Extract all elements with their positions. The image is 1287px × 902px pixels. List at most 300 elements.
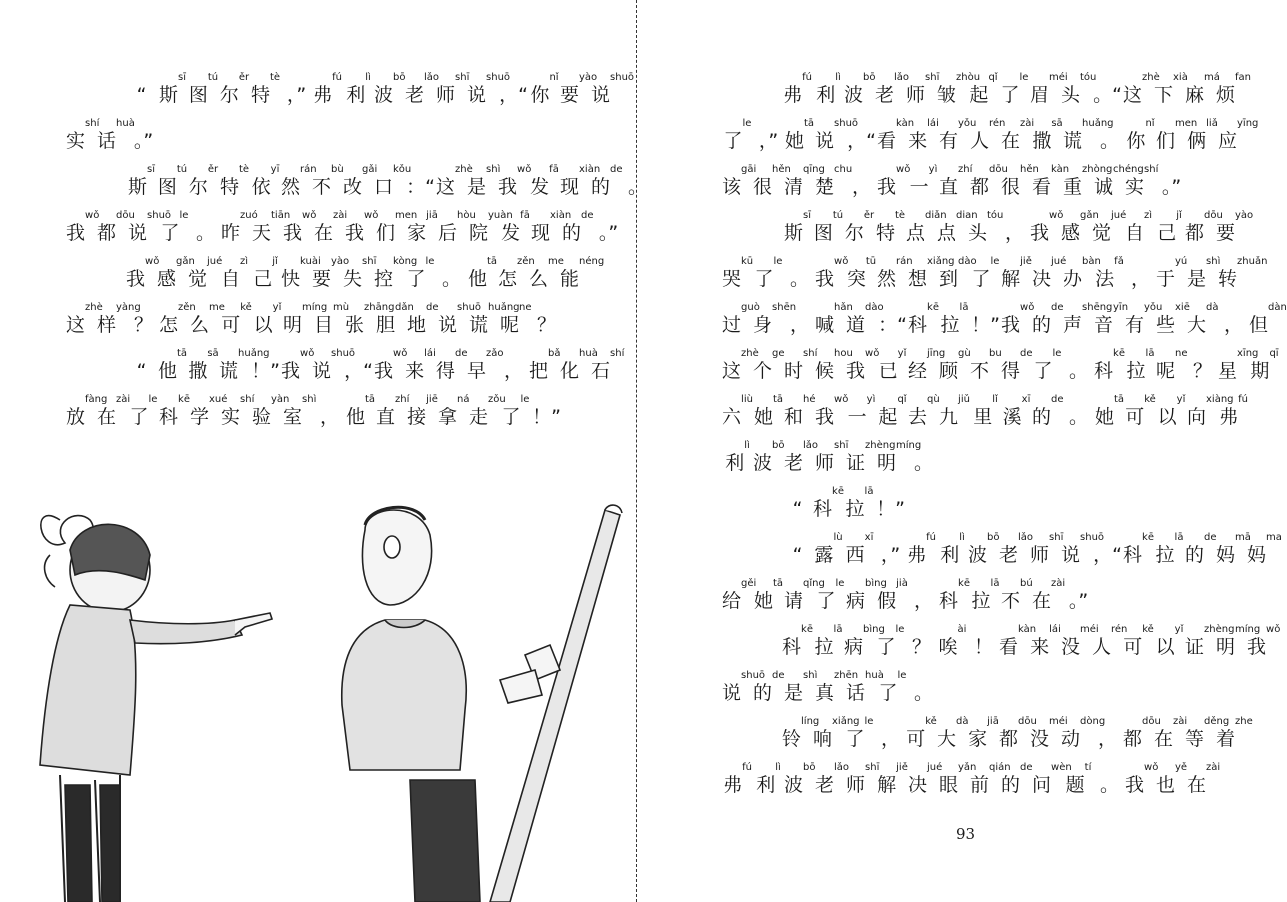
hanzi: 利 (816, 84, 836, 106)
hanzi-with-pinyin (343, 256, 377, 291)
hanzi-with-pinyin (970, 256, 1001, 291)
hanzi-with-pinyin (753, 394, 784, 429)
hanzi-with-pinyin (1185, 716, 1230, 751)
hanzi-with-pinyin (1092, 210, 1127, 245)
hanzi-with-pinyin (467, 348, 504, 383)
pinyin: le (835, 578, 845, 589)
pinyin: mā (1235, 532, 1251, 543)
hanzi-with-pinyin (97, 210, 135, 245)
pinyin: fú (1238, 394, 1248, 405)
hanzi: 斯 (127, 176, 147, 198)
hanzi-with-pinyin (877, 394, 908, 429)
hanzi-with-pinyin (970, 164, 1008, 199)
pinyin: zhèng (865, 440, 896, 451)
hanzi-with-pinyin (126, 256, 160, 291)
hanzi-with-pinyin (343, 359, 374, 383)
hanzi: 不 (970, 360, 990, 382)
hanzi: 说 (722, 682, 742, 704)
hanzi-with-pinyin (813, 72, 844, 107)
hanzi-with-pinyin (908, 394, 939, 429)
hanzi-with-pinyin (813, 486, 844, 521)
hanzi: 要 (1216, 222, 1236, 244)
hanzi-with-pinyin (784, 164, 825, 199)
hanzi: ：“ (878, 314, 907, 336)
hanzi-with-pinyin (529, 256, 564, 291)
hanzi-with-pinyin (937, 532, 968, 567)
hanzi: 铃 (782, 728, 802, 750)
hanzi: 呢 (500, 314, 520, 336)
hanzi-with-pinyin (782, 72, 813, 107)
hanzi-with-pinyin (1216, 532, 1251, 567)
text-line (722, 302, 1287, 337)
hanzi: 都 (999, 728, 1019, 750)
hanzi-with-pinyin (531, 405, 562, 429)
hanzi: 拉 (1126, 360, 1146, 382)
hanzi: 老 (405, 84, 425, 106)
hanzi-with-pinyin (1218, 313, 1249, 337)
hanzi-with-pinyin (1030, 210, 1064, 245)
hanzi: 题 (1065, 774, 1085, 796)
hanzi-with-pinyin (436, 164, 473, 199)
hanzi: ？ (911, 636, 931, 658)
pinyin: jiā (426, 210, 438, 221)
hanzi: ， (851, 176, 871, 198)
pinyin: shì (1206, 256, 1221, 267)
hanzi-with-pinyin (846, 762, 880, 797)
hanzi: 妈 (1216, 544, 1236, 566)
hanzi: 他 (467, 268, 487, 290)
hanzi-with-pinyin (219, 348, 270, 383)
hanzi-with-pinyin (784, 348, 818, 383)
hanzi-with-pinyin (1001, 762, 1032, 797)
hanzi-with-pinyin (560, 164, 601, 199)
pinyin: zhè (85, 302, 103, 313)
hanzi: 说 (438, 314, 458, 336)
pinyin: wǒ (1020, 302, 1035, 313)
pinyin: tú (176, 164, 188, 175)
pinyin: jiā (987, 716, 999, 727)
hanzi-with-pinyin (1123, 716, 1161, 751)
pinyin: gǎn (176, 256, 195, 267)
hanzi: 起 (878, 406, 898, 428)
hanzi-with-pinyin (1125, 348, 1156, 383)
hanzi: 放 (66, 406, 86, 428)
pinyin: qīng (803, 164, 825, 175)
hanzi: 法 (1095, 268, 1115, 290)
hanzi: 科 (939, 590, 959, 612)
hanzi-with-pinyin (314, 210, 348, 245)
hanzi-with-pinyin (1156, 118, 1198, 153)
hanzi-with-pinyin (875, 727, 906, 751)
hanzi: ，” (880, 544, 901, 566)
pinyin: ne (519, 302, 532, 313)
hanzi: 特 (875, 222, 895, 244)
hanzi-with-pinyin (1063, 118, 1114, 153)
hanzi: 波 (753, 452, 773, 474)
hanzi-with-pinyin (1218, 256, 1268, 291)
pinyin: tè (894, 210, 906, 221)
hanzi: 拉 (1155, 544, 1175, 566)
hanzi: 特 (219, 176, 239, 198)
hanzi-with-pinyin (126, 359, 157, 383)
hanzi: 以 (253, 314, 273, 336)
pinyin: liù (741, 394, 753, 405)
hanzi-with-pinyin (1125, 164, 1159, 199)
hanzi-with-pinyin (906, 210, 947, 245)
hanzi: ，“ (847, 130, 876, 152)
pinyin: xiàn (579, 164, 601, 175)
hanzi-with-pinyin (312, 164, 343, 199)
pinyin: wǒ (1049, 210, 1064, 221)
pinyin: kě (1144, 394, 1156, 405)
pinyin: bō (772, 440, 785, 451)
hanzi-with-pinyin (784, 670, 818, 705)
pinyin: gù (958, 348, 971, 359)
hanzi: 谎 (219, 360, 239, 382)
pinyin: kě (1142, 624, 1154, 635)
hanzi: 明 (877, 452, 897, 474)
hanzi-with-pinyin (1094, 302, 1129, 337)
illustration-children-arguing (20, 495, 630, 902)
hanzi: 科 (1094, 360, 1114, 382)
pinyin: fàng (85, 394, 108, 405)
hanzi-with-pinyin (1216, 72, 1252, 107)
hanzi-with-pinyin (1030, 532, 1064, 567)
hanzi: 她 (753, 590, 773, 612)
pinyin: le (990, 256, 1000, 267)
pinyin: shī (834, 440, 849, 451)
hanzi-with-pinyin (813, 210, 844, 245)
hanzi-with-pinyin (190, 394, 228, 429)
hanzi-with-pinyin (939, 762, 977, 797)
text-line (722, 164, 1187, 199)
pinyin: lǎo (1018, 532, 1034, 543)
pinyin: míng (302, 302, 328, 313)
hanzi: 重 (1063, 176, 1083, 198)
hanzi: ：“ (406, 176, 435, 198)
hanzi: 他 (345, 406, 365, 428)
pinyin: kē (927, 302, 939, 313)
hanzi: 觉 (188, 268, 208, 290)
pinyin: lā (833, 624, 843, 635)
hanzi: 皱 (937, 84, 957, 106)
pinyin: lǎo (894, 72, 910, 83)
hanzi: 都 (1185, 222, 1205, 244)
pinyin: lù (833, 532, 843, 543)
hanzi-with-pinyin (906, 532, 937, 567)
pinyin: kě (240, 302, 252, 313)
hanzi-with-pinyin (157, 256, 195, 291)
hanzi-with-pinyin (157, 348, 188, 383)
hanzi: 说 (312, 360, 332, 382)
hanzi-with-pinyin (1032, 164, 1070, 199)
hanzi-with-pinyin (999, 72, 1030, 107)
hanzi-with-pinyin (908, 762, 943, 797)
hanzi-with-pinyin (784, 394, 815, 429)
hanzi-with-pinyin (784, 313, 815, 337)
hanzi-with-pinyin (1185, 532, 1216, 567)
pinyin: jīng (927, 348, 946, 359)
hanzi: 尔 (188, 176, 208, 198)
pinyin: zhè (455, 164, 473, 175)
hanzi-with-pinyin (999, 532, 1034, 567)
hanzi-with-pinyin (436, 267, 467, 291)
hanzi-with-pinyin (1001, 302, 1035, 337)
hanzi: 在 (1187, 774, 1207, 796)
hanzi-with-pinyin (66, 118, 100, 153)
hanzi: 时 (784, 360, 804, 382)
hanzi-with-pinyin (753, 578, 784, 613)
hanzi-with-pinyin (970, 394, 1001, 429)
pinyin: jiě (896, 762, 908, 773)
hanzi-with-pinyin (1061, 716, 1106, 751)
pinyin: dian (956, 210, 978, 221)
hanzi: 明 (1216, 636, 1236, 658)
hanzi-with-pinyin (469, 394, 506, 429)
pinyin: zì (1143, 210, 1153, 221)
pinyin: wǒ (302, 210, 317, 221)
pinyin: le (179, 210, 189, 221)
hanzi: 明 (283, 314, 303, 336)
hanzi: 她 (753, 406, 773, 428)
hanzi: 已 (878, 360, 898, 382)
pinyin: qián (989, 762, 1011, 773)
pinyin: zài (1206, 762, 1221, 773)
hanzi-with-pinyin (1001, 118, 1035, 153)
hanzi: 呢 (1156, 360, 1176, 382)
hanzi: 依 (251, 176, 271, 198)
pinyin: néng (579, 256, 605, 267)
hanzi-with-pinyin (813, 624, 844, 659)
hanzi: 证 (846, 452, 866, 474)
hanzi: 是 (467, 176, 487, 198)
hanzi-with-pinyin (1125, 394, 1156, 429)
pinyin: zhí (958, 164, 973, 175)
hanzi: 己 (1157, 222, 1177, 244)
pinyin: tā (486, 256, 498, 267)
pinyin: yī (270, 164, 280, 175)
hanzi-with-pinyin (875, 72, 910, 107)
pinyin: de (1051, 302, 1064, 313)
hanzi-with-pinyin (784, 578, 825, 613)
hanzi: 我 (877, 176, 897, 198)
hanzi: 。 (627, 176, 647, 198)
hanzi-with-pinyin (753, 164, 791, 199)
hanzi: 特 (250, 84, 270, 106)
hanzi-with-pinyin (1125, 762, 1159, 797)
hanzi-with-pinyin (1216, 624, 1261, 659)
hanzi-with-pinyin (591, 348, 625, 383)
hanzi: 给 (722, 590, 742, 612)
hanzi-with-pinyin (250, 72, 281, 107)
hanzi-with-pinyin (1032, 348, 1063, 383)
hanzi-with-pinyin (877, 313, 908, 337)
hanzi-with-pinyin (1030, 716, 1068, 751)
pinyin: de (1204, 532, 1217, 543)
hanzi: 斯 (158, 84, 178, 106)
hanzi: 不 (312, 176, 332, 198)
hanzi-with-pinyin (939, 302, 970, 337)
pinyin: dōu (1018, 716, 1037, 727)
hanzi-with-pinyin (1092, 727, 1123, 751)
hanzi-with-pinyin (877, 762, 908, 797)
text-line (722, 348, 1280, 383)
hanzi: 化 (560, 360, 580, 382)
right-page (638, 0, 1287, 902)
pinyin: le (425, 256, 435, 267)
hanzi: 实 (1125, 176, 1145, 198)
pinyin: méi (1080, 624, 1099, 635)
hanzi: 很 (753, 176, 773, 198)
hanzi-with-pinyin (250, 164, 281, 199)
pinyin: fan (1235, 72, 1252, 83)
hanzi: 着 (1216, 728, 1236, 750)
hanzi: 波 (844, 84, 864, 106)
hanzi: 办 (1063, 268, 1083, 290)
hanzi: 没 (1030, 728, 1050, 750)
hanzi: 话 (846, 682, 866, 704)
hanzi: 。 (913, 452, 933, 474)
hanzi-with-pinyin (722, 164, 757, 199)
pinyin: zuó (240, 210, 258, 221)
hanzi-with-pinyin (188, 164, 219, 199)
text-line (722, 578, 1094, 613)
hanzi-with-pinyin (376, 394, 410, 429)
hanzi-with-pinyin (250, 359, 281, 383)
pinyin: shuō (147, 210, 172, 221)
text-line (126, 256, 605, 291)
hanzi: 响 (813, 728, 833, 750)
hanzi: “ (792, 544, 803, 566)
pinyin: xī (864, 532, 874, 543)
hanzi: 。” (1068, 590, 1089, 612)
pinyin: yào (579, 72, 598, 83)
pinyin: fú (742, 762, 752, 773)
hanzi-with-pinyin (784, 267, 815, 291)
hanzi-with-pinyin (498, 256, 535, 291)
pinyin: yào (1235, 210, 1254, 221)
pinyin: bō (393, 72, 406, 83)
text-line (782, 72, 1252, 107)
hanzi-with-pinyin (970, 578, 1001, 613)
hanzi: 说 (1061, 544, 1081, 566)
hanzi: 波 (374, 84, 394, 106)
hanzi: 可 (906, 728, 926, 750)
pinyin: yě (1175, 762, 1188, 773)
hanzi-with-pinyin (593, 221, 624, 245)
hanzi-with-pinyin (560, 256, 605, 291)
pinyin: lǐ (992, 394, 998, 405)
hanzi-with-pinyin (560, 72, 598, 107)
hanzi-with-pinyin (877, 440, 922, 475)
hanzi: 。 (441, 268, 461, 290)
hanzi-with-pinyin (126, 164, 157, 199)
hanzi: 决 (908, 774, 928, 796)
hanzi: 点 (937, 222, 957, 244)
hanzi-with-pinyin (844, 532, 875, 567)
hanzi: 了 (878, 682, 898, 704)
hanzi-with-pinyin (1094, 394, 1125, 429)
hanzi-with-pinyin (1123, 624, 1154, 659)
pinyin: zěn (517, 256, 535, 267)
pinyin: shí (1144, 164, 1159, 175)
hanzi-with-pinyin (939, 578, 970, 613)
pinyin: lā (990, 578, 1000, 589)
hanzi-with-pinyin (722, 118, 753, 153)
hanzi-with-pinyin (500, 210, 531, 245)
hanzi: 波 (968, 544, 988, 566)
hanzi: 了 (1033, 360, 1053, 382)
hanzi-with-pinyin (782, 210, 813, 245)
hanzi-with-pinyin (531, 313, 562, 337)
hanzi: 拿 (438, 406, 458, 428)
hanzi-with-pinyin (782, 624, 813, 659)
text-line (126, 72, 635, 107)
pinyin: lái (927, 118, 939, 129)
hanzi: 然 (877, 268, 897, 290)
pinyin: jué (207, 256, 223, 267)
hanzi: 是 (784, 682, 804, 704)
pinyin: rén (1111, 624, 1128, 635)
hanzi-with-pinyin (1001, 164, 1039, 199)
pinyin: wǒ (393, 348, 408, 359)
hanzi-with-pinyin (968, 72, 999, 107)
hanzi: ， (1004, 222, 1024, 244)
hanzi-with-pinyin (875, 210, 906, 245)
hanzi-with-pinyin (1001, 256, 1032, 291)
hanzi-with-pinyin (1001, 578, 1032, 613)
hanzi: 解 (1001, 268, 1021, 290)
pinyin: le (897, 670, 907, 681)
pinyin: tiān (271, 210, 291, 221)
pinyin: fǎ (1114, 256, 1124, 267)
hanzi: ？ (1192, 360, 1212, 382)
hanzi: ！” (876, 498, 905, 520)
hanzi-with-pinyin (1061, 532, 1105, 567)
pinyin: hé (803, 394, 816, 405)
pinyin: wǒ (834, 394, 849, 405)
pinyin: lā (864, 486, 874, 497)
hanzi: 家 (968, 728, 988, 750)
pinyin: dào (865, 302, 884, 313)
hanzi: 话 (97, 130, 117, 152)
hanzi: 说 (591, 84, 611, 106)
hanzi: 。” (598, 222, 619, 244)
pinyin: yào (331, 256, 350, 267)
hanzi: 和 (784, 406, 804, 428)
pinyin: zhāng (364, 302, 395, 313)
hanzi: 后 (438, 222, 458, 244)
hanzi-with-pinyin (844, 486, 875, 521)
pinyin: lì (775, 762, 781, 773)
hanzi: 科 (159, 406, 179, 428)
hanzi-with-pinyin (374, 348, 408, 383)
hanzi: 师 (436, 84, 456, 106)
pinyin: ěr (863, 210, 875, 221)
pinyin: kàn (1018, 624, 1037, 635)
hanzi: 在 (1154, 728, 1174, 750)
hanzi: 师 (846, 774, 866, 796)
hanzi: 么 (529, 268, 549, 290)
hanzi-with-pinyin (374, 256, 418, 291)
hanzi-with-pinyin (252, 302, 283, 337)
pinyin: dōu (1142, 716, 1161, 727)
hanzi: 科 (782, 636, 802, 658)
hanzi-with-pinyin (1156, 302, 1190, 337)
hanzi: 了 (754, 268, 774, 290)
pinyin: kē (178, 394, 190, 405)
pinyin: tè (238, 164, 250, 175)
